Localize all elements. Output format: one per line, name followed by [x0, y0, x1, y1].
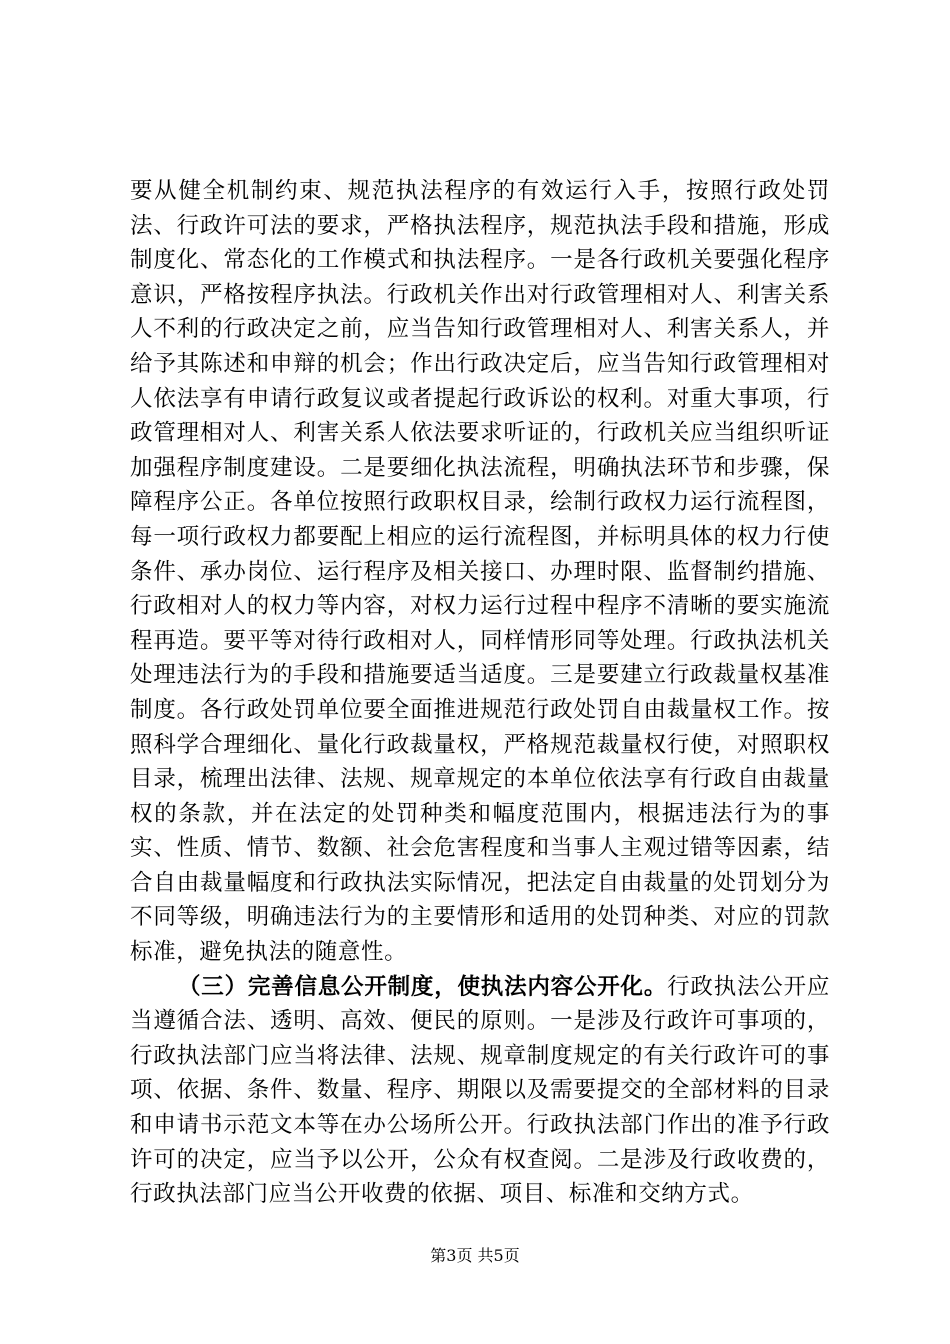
body-paragraph-2-text: 行政执法公开应当遵循合法、透明、高效、便民的原则。一是涉及行政许可事项的，行政执法部门应当将法律、法规、规章制度规定的有关行政许可的事项、依据、条件、数量、程序、期限以及需要提交的全部材料的目录和申请书示范文本等在办公场所公开。行政执法部门作出的准予行政许可的决定，应当予以公开，公众有权查阅。二是涉及行政收费的，行政执法部门应当公开收费的依据、项目、标准和交纳方式。 — [130, 973, 830, 1208]
body-paragraph-2 — [130, 970, 830, 1212]
document-body — [130, 174, 830, 1212]
page-footer: 第3页 共5页 — [430, 1246, 520, 1265]
section-heading-3: （三）完善信息公开制度，使执法内容公开化。 — [178, 973, 668, 1000]
body-paragraph-1: 要从健全机制约束、规范执法程序的有效运行入手，按照行政处罚法、行政许可法的要求，严格执法程序，规范执法手段和措施，形成制度化、常态化的工作模式和执法程序。一是各行政机关要强化程序意识，严格按程序执法。行政机关作出对行政管理相对人、利害关系人不利的行政决定之前，应当告知行政管理相对人、利害关系人，并给予其陈述和申辩的机会；作出行政决定后，应当告知行政管理相对人依法享有申请行政复议或者提起行政诉讼的权利。对重大事项，行政管理相对人、利害关系人依法要求听证的，行政机关应当组织听证加强程序制度建设。二是要细化执法流程，明确执法环节和步骤，保障程序公正。各单位按照行政职权目录，绘制行政权力运行流程图，每一项行政权力都要配上相应的运行流程图，并标明具体的权力行使条件、承办岗位、运行程序及相关接口、办理时限、监督制约措施、行政相对人的权力等内容，对权力运行过程中程序不清晰的要实施流程再造。要平等对待行政相对人，同样情形同等处理。行政执法机关处理违法行为的手段和措施要适当适度。三是要建立行政裁量权基准制度。各行政处罚单位要全面推进规范行政处罚自由裁量权工作。按照科学合理细化、量化行政裁量权，严格规范裁量权行使，对照职权目录，梳理出法律、法规、规章规定的本单位依法享有行政自由裁量权的条款，并在法定的处罚种类和幅度范围内，根据违法行为的事实、性质、情节、数额、社会危害程度和当事人主观过错等因素，结合自由裁量幅度和行政执法实际情况，把法定自由裁量的处罚划分为不同等级，明确违法行为的主要情形和适用的处罚种类、对应的罚款标准，避免执法的随意性。 — [130, 178, 830, 966]
